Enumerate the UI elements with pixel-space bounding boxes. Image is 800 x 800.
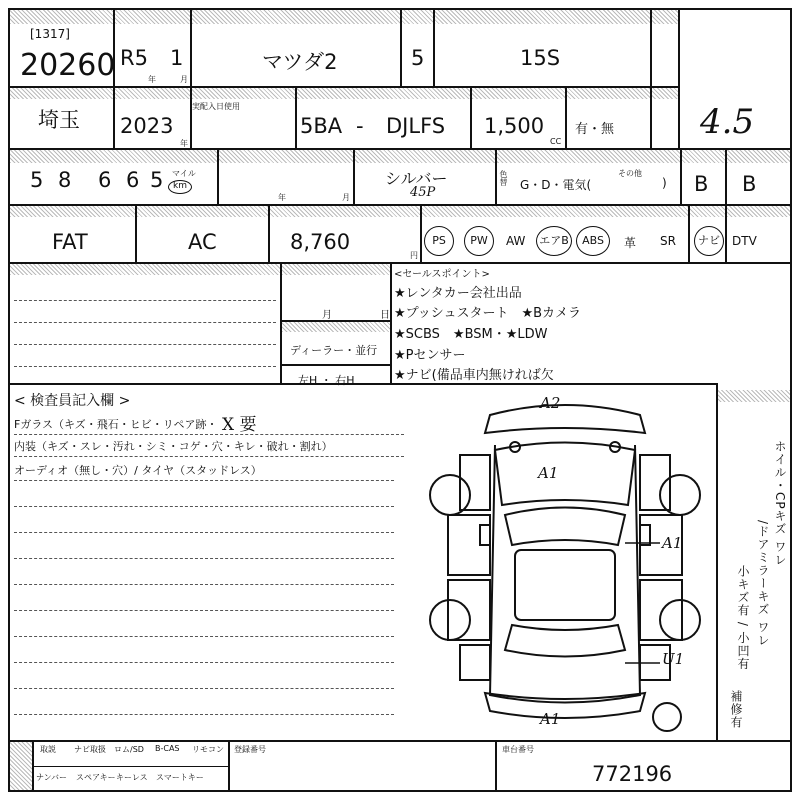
reg-month: 1 <box>170 46 184 70</box>
model-note: 実配入日使用 <box>192 102 240 111</box>
equip-dtv: DTV <box>732 234 757 248</box>
inspector-line-e <box>14 532 394 533</box>
header-label-bar-6 <box>282 263 390 275</box>
lot-number: 20260 <box>20 48 116 83</box>
line-v-680 <box>680 149 682 205</box>
door-count: 5 <box>411 46 425 70</box>
footer-label-keyless: キーレス <box>116 773 148 782</box>
dealer: ディーラー・並行 <box>290 344 378 357</box>
mileage-digit-3: 6 <box>98 168 112 192</box>
line-v-650 <box>650 10 652 148</box>
chassis-model: DJLFS <box>386 114 446 138</box>
inspection-month-unit: 月 <box>322 310 332 321</box>
equip-ps-label: PS <box>432 234 446 247</box>
vertical-note-2: /ドアミラーキズ ワレ <box>756 520 770 647</box>
exterior-grade: B <box>742 172 757 196</box>
inspector-line-1: Fガラス（キズ・飛石・ヒビ・リペア跡・ <box>14 418 218 431</box>
model-year-unit: 年 <box>180 139 188 148</box>
sales-point-3: ★SCBS ★BSM・★LDW <box>394 327 548 342</box>
mile-label: マイル <box>172 169 196 178</box>
line-h-149 <box>10 148 790 150</box>
equip-abs-label: ABS <box>582 234 604 247</box>
yes-no: 有・無 <box>575 122 615 137</box>
car-diagram <box>420 395 710 735</box>
footer-h-mid <box>32 766 228 767</box>
sales-points-label: <セールスポイント> <box>394 269 490 280</box>
inspector-line-c <box>14 480 394 481</box>
chassis-number: 772196 <box>592 762 673 786</box>
line-v-716 <box>716 383 718 740</box>
equip-aw: AW <box>506 234 526 248</box>
notes-line-3 <box>14 344 276 345</box>
year-mark: 年 <box>278 193 286 202</box>
vertical-note-1: ホイル・CPキズ ワレ <box>773 440 787 567</box>
inspector-line-1-mark: X 要 <box>222 415 257 435</box>
line-v-678 <box>678 10 680 148</box>
inspector-line-g <box>14 584 394 585</box>
line-v-725 <box>725 149 727 262</box>
grade: 15S <box>520 46 561 70</box>
other-label: その他 <box>618 169 642 178</box>
line-v-190 <box>190 10 192 86</box>
line-v-400 <box>400 10 402 86</box>
line-v-420 <box>420 205 422 262</box>
line-v-470 <box>470 86 472 148</box>
equip-leather: 革 <box>624 236 637 250</box>
km-label: km <box>173 181 187 191</box>
footer-label-smart-key: スマートキー <box>156 773 204 782</box>
sales-point-2: ★プッシュスタート ★Bカメラ <box>394 306 582 321</box>
color-code: 45P <box>410 185 436 200</box>
equip-pw <box>464 226 494 256</box>
interior-grade: B <box>694 172 709 196</box>
yen-unit: 円 <box>410 251 418 260</box>
inspector-title: < 検査員記入欄 > <box>14 393 131 409</box>
footer-label-plate: ナンバー <box>36 773 68 782</box>
era: R5 <box>120 46 148 70</box>
color: シルバー <box>385 169 448 188</box>
footer-label-manual: 取説 <box>40 745 56 754</box>
reg-number-label: 登録番号 <box>234 745 266 754</box>
model-year: 2023 <box>120 114 174 138</box>
score: 4.5 <box>700 102 755 142</box>
sales-point-5: ★ナビ(備品車内無ければ欠 <box>394 368 554 383</box>
area: 埼玉 <box>38 108 80 132</box>
header-label-bar-3 <box>10 149 790 163</box>
line-v-190b <box>190 86 192 148</box>
inspector-line-f <box>14 558 394 559</box>
sales-point-4: ★Pセンサー <box>394 348 466 363</box>
damage-mark-right-door: A1 <box>662 534 683 552</box>
line-v-353 <box>353 149 355 205</box>
equip-airbag <box>536 226 572 256</box>
mileage-digit-1: 5 <box>30 168 44 192</box>
line-h-263 <box>10 262 790 264</box>
displacement: 1,500 <box>484 114 545 138</box>
footer-label-rom: ロム/SD <box>114 745 144 754</box>
chassis-number-label: 車台番号 <box>502 745 534 754</box>
handle: 左H ・ 右H <box>298 374 355 387</box>
inspector-line-h <box>14 610 394 611</box>
damage-mark-hood: A1 <box>538 464 559 482</box>
damage-mark-right-rear: U1 <box>662 650 685 668</box>
inspector-line-3: オーディオ（無し・穴）/ タイヤ（スタッドレス） <box>14 464 262 477</box>
km-circle <box>168 180 192 194</box>
color-side-label: 色替 <box>499 170 508 186</box>
line-h-383 <box>10 383 716 385</box>
line-v-217 <box>217 149 219 205</box>
line-v-565 <box>565 86 567 148</box>
line-h-740 <box>10 740 790 742</box>
inspector-line-k <box>14 688 394 689</box>
line-v-135 <box>135 205 137 262</box>
inspection-day-unit: 日 <box>380 310 390 321</box>
mileage-digit-2: 8 <box>58 168 72 192</box>
damage-mark-rear-bumper: A1 <box>540 710 561 728</box>
footer-v-495 <box>495 740 497 792</box>
inspector-line-d <box>14 506 394 507</box>
equip-sunroof: SR <box>660 234 676 248</box>
month-unit: 月 <box>180 75 188 84</box>
mileage-digit-5: 5 <box>150 168 164 192</box>
equip-airbag-label: エアB <box>539 234 569 247</box>
type-code: 5BA <box>300 114 343 138</box>
header-label-bar-4 <box>10 205 790 217</box>
header-label-bar-5 <box>10 263 280 275</box>
footer-label-bar <box>10 742 32 790</box>
footer-label-spare-key: スペアキー <box>76 773 116 782</box>
location-label-bar <box>716 390 790 402</box>
type-dash: - <box>356 114 364 138</box>
equip-navi-label: ナビ <box>698 234 720 247</box>
transmission-close: ) <box>662 176 667 190</box>
car-name: マツダ2 <box>262 50 338 74</box>
line-h-205 <box>10 204 790 206</box>
inspector-line-2: 内装（キズ・スレ・汚れ・シミ・コゲ・穴・キレ・破れ・割れ） <box>14 440 333 453</box>
transmission-options: G・D・電気( <box>520 178 592 192</box>
air-conditioner: AC <box>188 230 217 254</box>
inspector-line-l <box>14 714 394 715</box>
footer-v-228 <box>228 740 230 792</box>
footer-label-navi: ナビ取扱 <box>74 745 106 754</box>
lot-prefix: [1317] <box>30 27 70 41</box>
vertical-note-3: 小キズ有 / 小凹有 <box>736 565 750 671</box>
notes-line-1 <box>14 300 276 301</box>
line-h-320 <box>280 320 390 322</box>
recycle-fee: 8,760 <box>290 230 351 254</box>
inspector-line-b <box>14 456 404 457</box>
equip-abs <box>576 226 610 256</box>
mileage-digit-4: 6 <box>126 168 140 192</box>
footer-label-remote: リモコン <box>192 745 224 754</box>
line-v-688 <box>688 205 690 262</box>
cc-unit: CC <box>550 137 562 146</box>
month-mark: 月 <box>342 193 350 202</box>
line-v-390 <box>390 263 392 383</box>
damage-mark-front-bumper: A2 <box>540 394 561 412</box>
inspector-line-i <box>14 636 394 637</box>
line-v-268 <box>268 205 270 262</box>
equip-pw-label: PW <box>470 234 488 247</box>
footer-label-bcas: B-CAS <box>155 744 180 753</box>
line-v-495 <box>495 149 497 205</box>
vertical-note-4: 補修有 <box>729 690 743 729</box>
line-h-86 <box>10 86 678 88</box>
notes-line-4 <box>14 366 276 367</box>
line-h-364 <box>280 364 390 366</box>
inspector-line-a <box>14 434 404 435</box>
inspector-line-j <box>14 662 394 663</box>
line-v-295 <box>295 86 297 148</box>
shift: FAT <box>52 230 88 254</box>
line-v-433 <box>433 10 435 86</box>
notes-line-2 <box>14 322 276 323</box>
header-label-bar-1 <box>10 10 678 24</box>
year-unit: 年 <box>148 75 156 84</box>
equip-ps <box>424 226 454 256</box>
sales-point-1: ★レンタカー会社出品 <box>394 286 522 301</box>
equip-navi <box>694 226 724 256</box>
